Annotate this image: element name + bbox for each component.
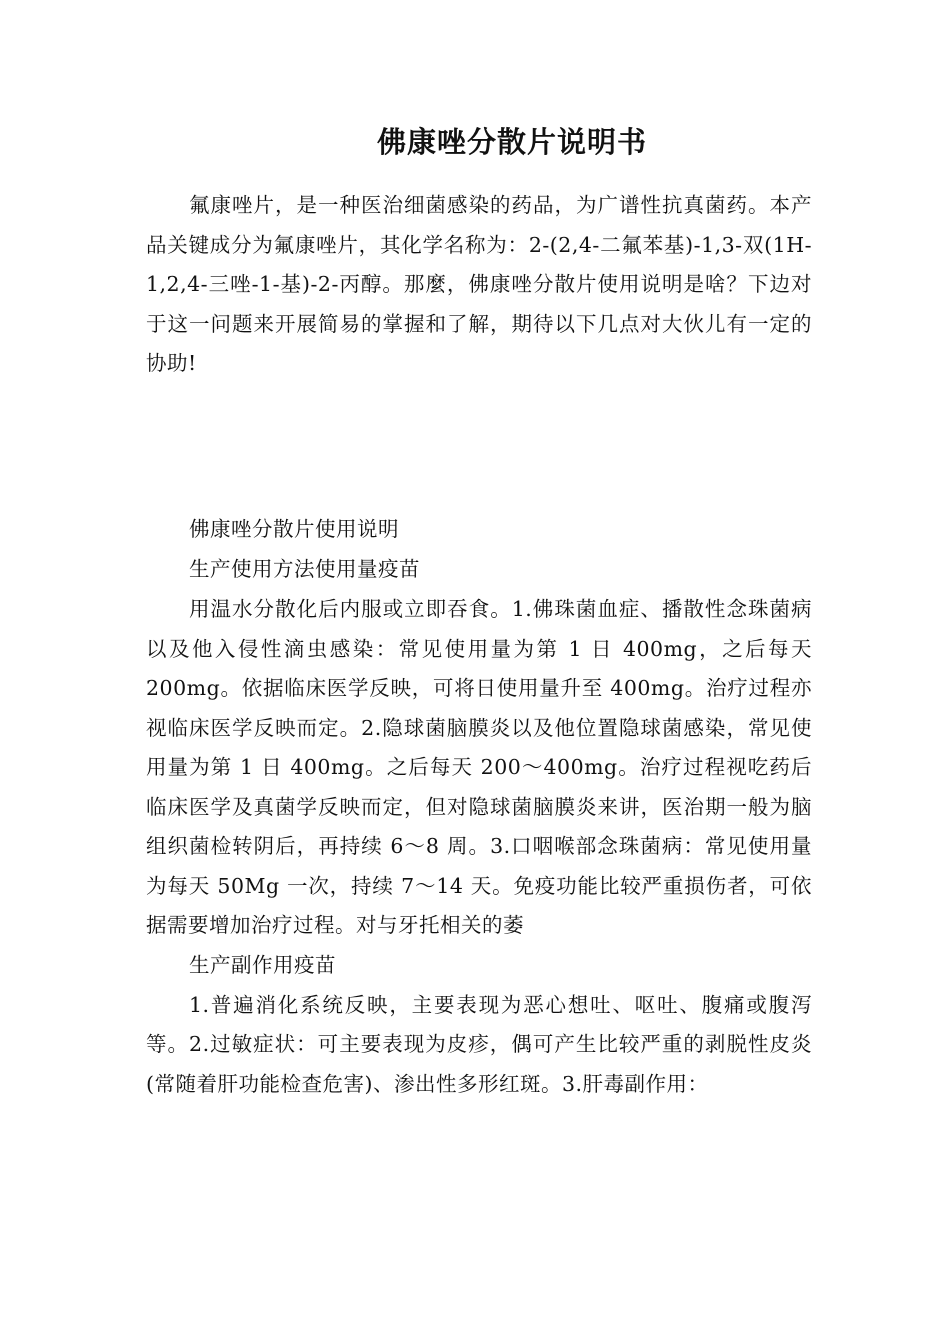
- intro-block: [146, 186, 812, 384]
- usage-section: [146, 510, 812, 1104]
- side-effects-heading: 生产副作用疫苗: [189, 952, 336, 977]
- side-effects-paragraph: 1.普遍消化系统反映，主要表现为恶心想吐、呕吐、腹痛或腹泻等。2.过敏症状：可主要表现为皮疹，偶可产生比较严重的剥脱性皮炎(常随着肝功能检查危害)、渗出性多形红斑。3.肝毒副作用：: [146, 992, 812, 1096]
- usage-paragraph: 用温水分散化后内服或立即吞食。1.佛珠菌血症、播散性念珠菌病以及他入侵性滴虫感染：常见使用量为第 1 日 400mg，之后每天 200mg。依据临床医学反映，可将日使用量升至 400mg。治疗过程亦视临床医学反映而定。2.隐球菌脑膜炎以及他位置隐球菌感染，常见使用量为第 1 日 400mg。之后每天 200～400mg。治疗过程视吃药后临床医学及真菌学反映而定，但对隐球菌脑膜炎来讲，医治期一般为脑组织菌检转阴后，再持续 6～8 周。3.口咽喉部念珠菌病：常见使用量为每天 50Mg 一次，持续 7～14 天。免疫功能比较严重损伤者，可依据需要增加治疗过程。对与牙托相关的萎: [146, 597, 812, 937]
- section-heading: 佛康唑分散片使用说明: [189, 517, 399, 541]
- intro-paragraph: 氟康唑片，是一种医治细菌感染的药品，为广谱性抗真菌药。本产品关键成分为氟康唑片，其化学名称为：2-(2,4-二氟苯基)-1,3-双(1H-1,2,4-三唑-1-基)-2-丙醇。那麼，佛康唑分散片使用说明是啥？下边对于这一问题来开展简易的掌握和了解，期待以下几点对大伙儿有一定的协助!: [146, 193, 812, 375]
- usage-heading: 生产使用方法使用量疫苗: [189, 557, 420, 581]
- document-title: 佛康唑分散片说明书: [376, 125, 647, 159]
